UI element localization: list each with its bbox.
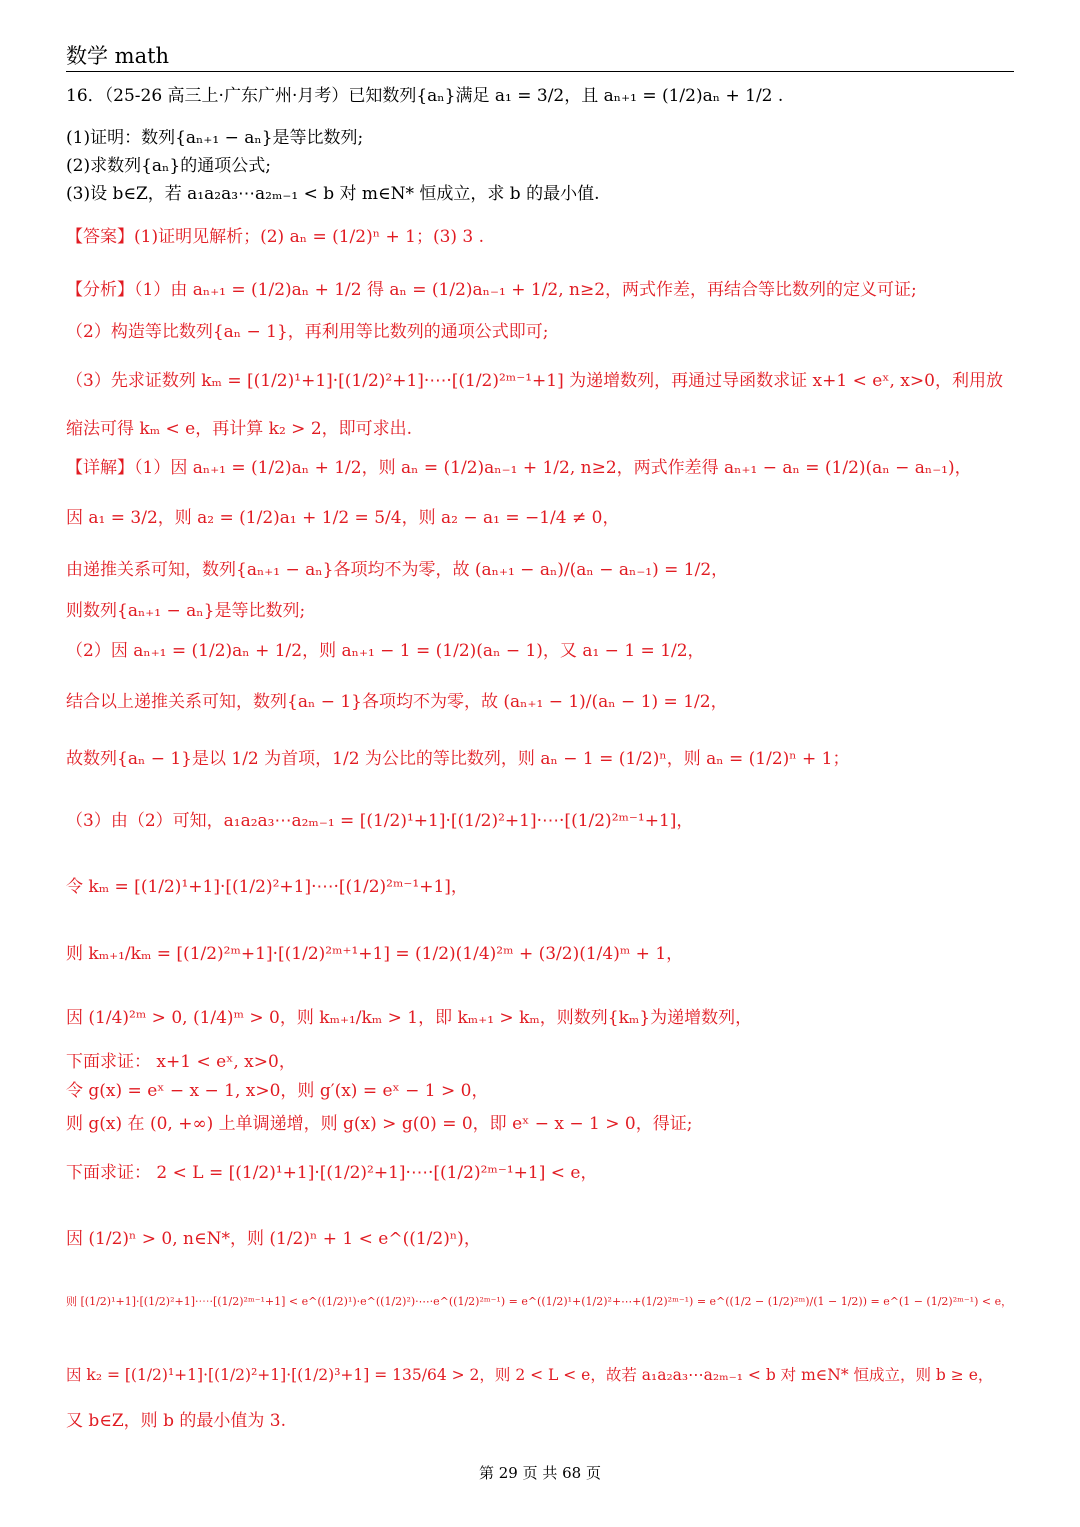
text-line: 16．（25-26 高三上·广东广州·月考）已知数列{aₙ}满足 a₁ = 3/2，且 aₙ₊₁ = (1/2)aₙ + 1/2 . bbox=[66, 86, 784, 106]
text-line: 因 (1/4)²ᵐ > 0, (1/4)ᵐ > 0，则 kₘ₊₁/kₘ > 1，即 kₘ₊₁ > kₘ，则数列{kₘ}为递增数列， bbox=[66, 1008, 753, 1028]
text-line: （2）因 aₙ₊₁ = (1/2)aₙ + 1/2，则 aₙ₊₁ − 1 = (1/2)(aₙ − 1)，又 a₁ − 1 = 1/2， bbox=[66, 641, 705, 661]
header-rule bbox=[66, 71, 1014, 72]
text-line: 下面求证： x+1 < eˣ, x>0， bbox=[66, 1052, 296, 1072]
text-line: 则数列{aₙ₊₁ − aₙ}是等比数列; bbox=[66, 601, 306, 621]
text-line: 因 (1/2)ⁿ > 0, n∈N*，则 (1/2)ⁿ + 1 < e^((1/2)ⁿ)， bbox=[66, 1229, 481, 1249]
text-line: 【答案】(1)证明见解析；(2) aₙ = (1/2)ⁿ + 1；(3) 3 . bbox=[66, 227, 485, 247]
text-line: (2)求数列{aₙ}的通项公式; bbox=[66, 156, 271, 176]
text-line: 下面求证： 2 < L = [(1/2)¹+1]·[(1/2)²+1]·⋯·[(1/2)²ᵐ⁻¹+1] < e， bbox=[66, 1163, 598, 1183]
text-line: 则 g(x) 在 (0, +∞) 上单调递增，则 g(x) > g(0) = 0，即 eˣ − x − 1 > 0，得证; bbox=[66, 1114, 693, 1134]
text-line: 结合以上递推关系可知，数列{aₙ − 1}各项均不为零，故 (aₙ₊₁ − 1)/(aₙ − 1) = 1/2， bbox=[66, 692, 728, 712]
text-line: 则 kₘ₊₁/kₘ = [(1/2)²ᵐ+1]·[(1/2)²ᵐ⁺¹+1] = (1/2)(1/4)²ᵐ + (3/2)(1/4)ᵐ + 1， bbox=[66, 944, 684, 964]
text-line: 因 a₁ = 3/2，则 a₂ = (1/2)a₁ + 1/2 = 5/4，则 a₂ − a₁ = −1/4 ≠ 0， bbox=[66, 508, 620, 528]
text-line: 缩法可得 kₘ < e，再计算 k₂ > 2，即可求出. bbox=[66, 419, 413, 439]
text-line: 由递推关系可知，数列{aₙ₊₁ − aₙ}各项均不为零，故 (aₙ₊₁ − aₙ)/(aₙ − aₙ₋₁) = 1/2， bbox=[66, 560, 729, 580]
text-line: 因 k₂ = [(1/2)¹+1]·[(1/2)²+1]·[(1/2)³+1] = 135/64 > 2，则 2 < L < e，故若 a₁a₂a₃⋯a₂ₘ₋₁ < b 对 m∈N* 恒成立，则 b ≥ e， bbox=[66, 1366, 994, 1384]
text-line: （3）先求证数列 kₘ = [(1/2)¹+1]·[(1/2)²+1]·⋯·[(1/2)²ᵐ⁻¹+1] 为递增数列，再通过导函数求证 x+1 < eˣ, x>0，利用放 bbox=[66, 371, 1003, 391]
text-line: 【详解】（1）因 aₙ₊₁ = (1/2)aₙ + 1/2，则 aₙ = (1/2)aₙ₋₁ + 1/2, n≥2，两式作差得 aₙ₊₁ − aₙ = (1/2)(aₙ − aₙ₋₁)， bbox=[66, 458, 972, 478]
page-footer: 第 29 页 共 68 页 bbox=[478, 1464, 601, 1482]
page-header-title: 数学 math bbox=[66, 44, 170, 68]
text-line: 令 kₘ = [(1/2)¹+1]·[(1/2)²+1]·⋯·[(1/2)²ᵐ⁻¹+1]， bbox=[66, 877, 468, 897]
text-line: （2）构造等比数列{aₙ − 1}，再利用等比数列的通项公式即可; bbox=[66, 322, 549, 342]
text-line: (1)证明：数列{aₙ₊₁ − aₙ}是等比数列; bbox=[66, 128, 364, 148]
text-line: 令 g(x) = eˣ − x − 1, x>0，则 g′(x) = eˣ − 1 > 0， bbox=[66, 1081, 489, 1101]
text-line: （3）由（2）可知，a₁a₂a₃⋯a₂ₘ₋₁ = [(1/2)¹+1]·[(1/2)²+1]·⋯·[(1/2)²ᵐ⁻¹+1]， bbox=[66, 811, 694, 831]
text-line: 故数列{aₙ − 1}是以 1/2 为首项，1/2 为公比的等比数列，则 aₙ − 1 = (1/2)ⁿ，则 aₙ = (1/2)ⁿ + 1； bbox=[66, 749, 850, 769]
text-line: 则 [(1/2)¹+1]·[(1/2)²+1]·⋯·[(1/2)²ᵐ⁻¹+1] < e^((1/2)¹)·e^((1/2)²)·⋯·e^((1/2)²ᵐ⁻¹) = e^((1/2)¹+(1/2)²+⋯+(1/2)²ᵐ⁻¹) = e^((1/2 − (1/2)²ᵐ)/(1 − 1/2)) = e^(1 − (1/2)²ᵐ⁻¹) < e， bbox=[66, 1295, 1013, 1308]
text-line: 又 b∈Z，则 b 的最小值为 3. bbox=[66, 1411, 286, 1431]
text-line: 【分析】（1）由 aₙ₊₁ = (1/2)aₙ + 1/2 得 aₙ = (1/2)aₙ₋₁ + 1/2, n≥2，两式作差，再结合等比数列的定义可证; bbox=[66, 280, 917, 300]
text-line: (3)设 b∈Z，若 a₁a₂a₃⋯a₂ₘ₋₁ < b 对 m∈N* 恒成立，求 b 的最小值. bbox=[66, 184, 600, 204]
